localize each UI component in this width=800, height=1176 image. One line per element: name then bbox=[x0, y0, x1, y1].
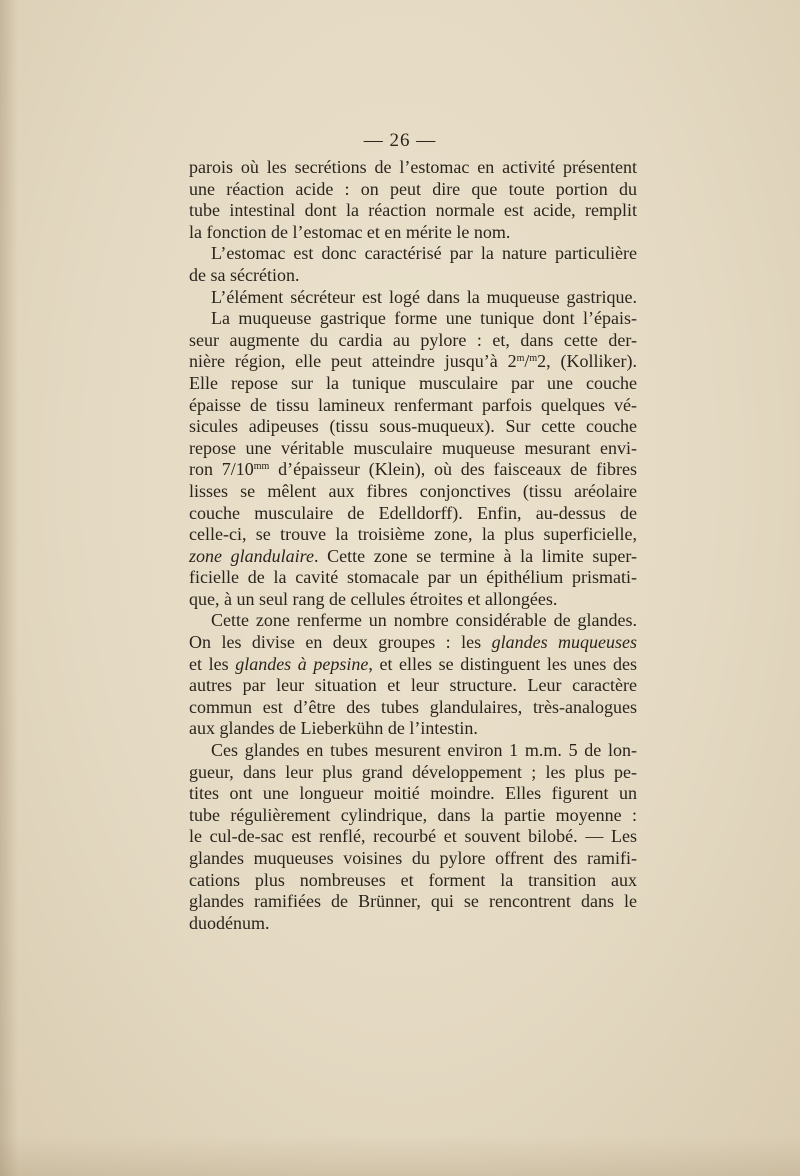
paragraph-5 bbox=[189, 610, 637, 740]
text-run: / bbox=[524, 351, 530, 372]
text-line bbox=[189, 459, 637, 481]
superscript: mm bbox=[253, 461, 270, 473]
italic-term: glandes muqueuses bbox=[491, 632, 638, 653]
text-line: gueur, dans leur plus grand développement ; les plus pe- bbox=[189, 761, 637, 782]
text-line: couche musculaire de Edelldorff). Enfin, au-dessus de bbox=[189, 502, 637, 523]
paragraph-1 bbox=[189, 157, 637, 243]
text-line: la fonction de l’estomac et en mérite le nom. bbox=[189, 221, 511, 242]
text-line: épaisse de tissu lamineux renfermant parfois quelques vé- bbox=[189, 394, 637, 415]
text-line: glandes ramifiées de Brünner, qui se rencontrent dans le bbox=[189, 891, 637, 912]
text-line: L’élément sécréteur est logé dans la muqueuse gastrique. bbox=[211, 286, 637, 307]
text-line: tites ont une longueur moitié moindre. Elles figurent un bbox=[189, 783, 637, 804]
text-run: et les bbox=[189, 653, 236, 674]
text-line: lisses se mêlent aux fibres conjonctives (tissu aréolaire bbox=[189, 480, 637, 501]
text-run: On les divise en deux groupes : les bbox=[189, 632, 492, 653]
text-line: une réaction acide : on peut dire que toute portion du bbox=[189, 178, 637, 199]
text-line: Elle repose sur la tunique musculaire par une couche bbox=[189, 372, 637, 393]
text-line: Ces glandes en tubes mesurent environ 1 m.m. 5 de lon- bbox=[211, 740, 637, 761]
paragraph-6 bbox=[189, 740, 637, 934]
text-line: celle-ci, se trouve la troisième zone, la plus superficielle, bbox=[189, 524, 637, 545]
text-line: le cul-de-sac est renflé, recourbé et souvent bilobé. — Les bbox=[189, 826, 637, 847]
text-line bbox=[189, 546, 637, 568]
text-line: ficielle de la cavité stomacale par un épithélium prismati- bbox=[189, 567, 637, 588]
text-run: . Cette zone se termine à la limite super- bbox=[313, 545, 637, 566]
italic-term: zone glandulaire bbox=[189, 545, 314, 566]
text-line: de sa sécrétion. bbox=[189, 264, 300, 285]
body-text bbox=[189, 157, 637, 934]
text-line: parois où les secrétions de l’estomac en activité présentent bbox=[189, 157, 637, 177]
text-line: tube intestinal dont la réaction normale est acide, remplit bbox=[189, 200, 637, 221]
text-line: cations plus nombreuses et forment la transition aux bbox=[189, 869, 637, 890]
text-line: aux glandes de Lieberkühn de l’intestin. bbox=[189, 718, 478, 739]
text-line: repose une véritable musculaire muqueuse mesurant envi- bbox=[189, 437, 637, 458]
text-line bbox=[189, 632, 637, 654]
text-line: tube régulièrement cylindrique, dans la partie moyenne : bbox=[189, 804, 637, 825]
text-line: autres par leur situation et leur structure. Leur caractère bbox=[189, 675, 637, 696]
text-line: La muqueuse gastrique forme une tunique dont l’épais- bbox=[211, 308, 637, 329]
text-run: nière région, elle peut atteindre jusqu’à 2 bbox=[189, 351, 517, 372]
text-line: L’estomac est donc caractérisé par la nature particulière bbox=[211, 243, 637, 264]
paragraph-2 bbox=[189, 243, 637, 286]
text-run: 2, (Kolliker). bbox=[537, 351, 637, 372]
italic-term: glandes à pepsine bbox=[235, 653, 369, 674]
text-line: seur augmente du cardia au pylore : et, dans cette der- bbox=[189, 329, 637, 350]
text-run: , et elles se distinguent les unes des bbox=[368, 653, 638, 674]
paragraph-4 bbox=[189, 308, 637, 610]
text-line bbox=[189, 654, 637, 676]
superscript: m bbox=[516, 353, 525, 365]
paragraph-3 bbox=[189, 287, 637, 309]
text-line: commun est d’être des tubes glandulaires, très-analogues bbox=[189, 696, 637, 717]
superscript: m bbox=[529, 353, 538, 365]
text-line: sicules adipeuses (tissu sous-muqueux). Sur cette couche bbox=[189, 416, 637, 437]
text-run: d’épaisseur (Klein), où des faisceaux de fibres bbox=[269, 459, 638, 480]
text-line: glandes muqueuses voisines du pylore offrent des ramifi- bbox=[189, 848, 637, 868]
page-number: — 26 — bbox=[363, 130, 437, 151]
text-line: Cette zone renferme un nombre considérable de glandes. bbox=[211, 610, 637, 631]
text-run: ron 7/10 bbox=[189, 459, 254, 480]
text-line bbox=[189, 351, 637, 373]
text-line: que, à un seul rang de cellules étroites et allongées. bbox=[189, 588, 558, 609]
text-line: duodénum. bbox=[189, 912, 270, 933]
